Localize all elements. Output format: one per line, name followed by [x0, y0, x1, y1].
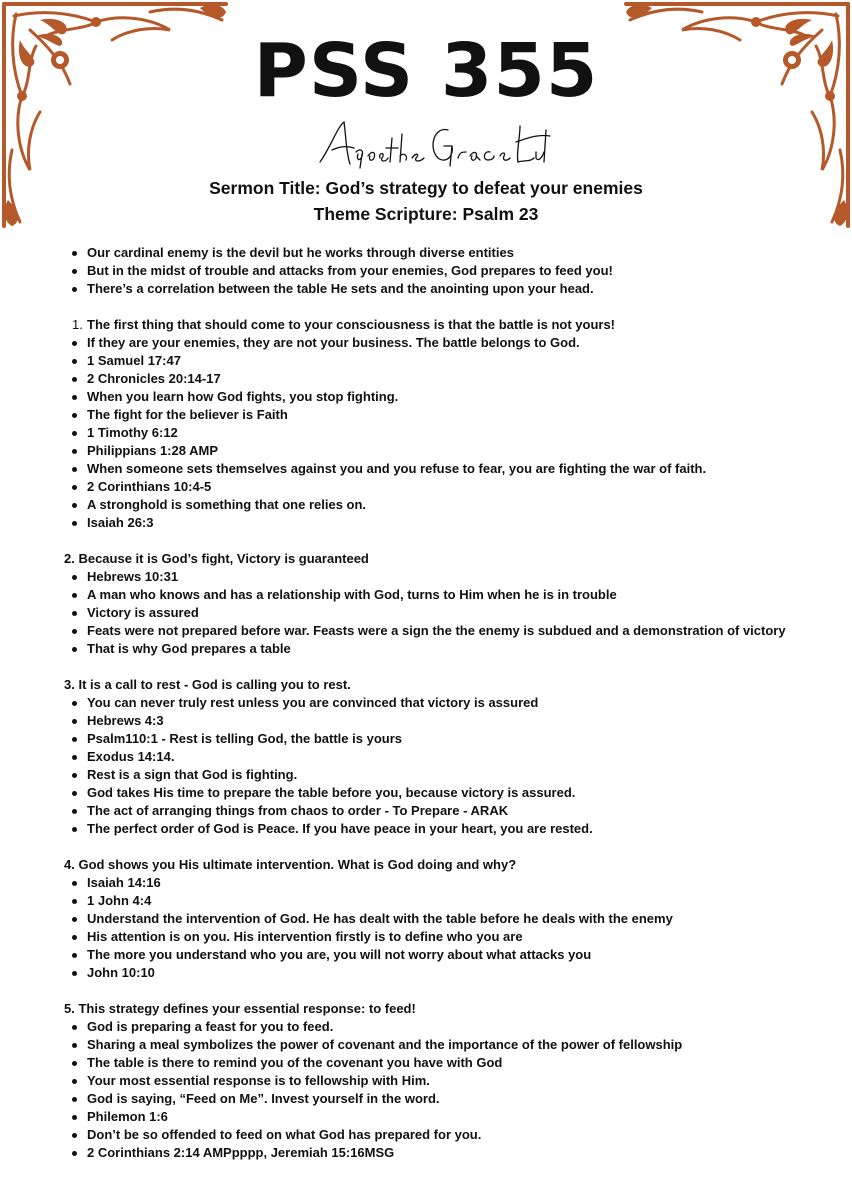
list-item: That is why God prepares a table: [64, 640, 788, 658]
list-item: When you learn how God fights, you stop fighting.: [64, 388, 788, 406]
list-item: Feats were not prepared before war. Feasts were a sign the the enemy is subdued and a demonstration of victory: [64, 622, 788, 640]
list-item: Isaiah 26:3: [64, 514, 788, 532]
section-3-heading: 3. It is a call to rest - God is calling you to rest.: [64, 677, 351, 692]
list-item: Our cardinal enemy is the devil but he works through diverse entities: [64, 244, 788, 262]
list-item: 2 Chronicles 20:14-17: [64, 370, 788, 388]
list-item: John 10:10: [64, 964, 788, 982]
list-item: Hebrews 4:3: [64, 712, 788, 730]
list-item: When someone sets themselves against you and you refuse to fear, you are fighting the war of faith.: [64, 460, 788, 478]
list-item: 1 Samuel 17:47: [64, 352, 788, 370]
page-title: PSS 355: [253, 28, 599, 114]
list-item: 1 John 4:4: [64, 892, 788, 910]
list-item: 2 Corinthians 2:14 AMPpppp, Jeremiah 15:16MSG: [64, 1144, 788, 1162]
list-item: 1 Timothy 6:12: [64, 424, 788, 442]
section-5-list: [64, 1018, 788, 1162]
section-1-list: [64, 334, 788, 532]
section-4-heading: 4. God shows you His ultimate intervention. What is God doing and why?: [64, 857, 517, 872]
sermon-title: Sermon Title: God’s strategy to defeat your enemies: [209, 178, 643, 198]
list-item: If they are your enemies, they are not your business. The battle belongs to God.: [64, 334, 788, 352]
list-item: Rest is a sign that God is fighting.: [64, 766, 788, 784]
section-2-heading: 2. Because it is God’s fight, Victory is guaranteed: [64, 551, 369, 566]
list-item: God is saying, “Feed on Me”. Invest yourself in the word.: [64, 1090, 788, 1108]
list-item: There’s a correlation between the table He sets and the anointing upon your head.: [64, 280, 788, 298]
list-item: Psalm110:1 - Rest is telling God, the battle is yours: [64, 730, 788, 748]
list-item: Victory is assured: [64, 604, 788, 622]
list-item: Hebrews 10:31: [64, 568, 788, 586]
list-item: Your most essential response is to fellowship with Him.: [64, 1072, 788, 1090]
list-item: Exodus 14:14.: [64, 748, 788, 766]
list-item: A stronghold is something that one relies on.: [64, 496, 788, 514]
signature: [316, 118, 552, 170]
list-item: Sharing a meal symbolizes the power of covenant and the importance of the power of fellowship: [64, 1036, 788, 1054]
list-item: Don’t be so offended to feed on what God has prepared for you.: [64, 1126, 788, 1144]
list-item: The fight for the believer is Faith: [64, 406, 788, 424]
list-item: Isaiah 14:16: [64, 874, 788, 892]
list-item: The act of arranging things from chaos to order - To Prepare - ARAK: [64, 802, 788, 820]
section-3-list: [64, 694, 788, 838]
list-item: Philemon 1:6: [64, 1108, 788, 1126]
section-1-heading: [64, 316, 788, 334]
list-item: But in the midst of trouble and attacks from your enemies, God prepares to feed you!: [64, 262, 788, 280]
list-item: God takes His time to prepare the table before you, because victory is assured.: [64, 784, 788, 802]
section-5-heading: 5. This strategy defines your essential response: to feed!: [64, 1001, 416, 1016]
list-item: A man who knows and has a relationship with God, turns to Him when he is in trouble: [64, 586, 788, 604]
section-1-heading-text: The first thing that should come to your consciousness is that the battle is not yours!: [87, 317, 615, 332]
list-item: 2 Corinthians 10:4-5: [64, 478, 788, 496]
list-item: The perfect order of God is Peace. If you have peace in your heart, you are rested.: [64, 820, 788, 838]
list-item: God is preparing a feast for you to feed.: [64, 1018, 788, 1036]
sermon-notes: [64, 244, 788, 1162]
list-item: The more you understand who you are, you will not worry about what attacks you: [64, 946, 788, 964]
section-4-list: [64, 874, 788, 982]
intro-list: [64, 244, 788, 298]
theme-scripture: Theme Scripture: Psalm 23: [313, 204, 539, 224]
list-item: His attention is on you. His intervention firstly is to define who you are: [64, 928, 788, 946]
list-item: Philippians 1:28 AMP: [64, 442, 788, 460]
section-2-list: [64, 568, 788, 658]
list-item: You can never truly rest unless you are convinced that victory is assured: [64, 694, 788, 712]
list-item: The table is there to remind you of the covenant you have with God: [64, 1054, 788, 1072]
section-1-number: 1.: [72, 317, 83, 332]
list-item: Understand the intervention of God. He has dealt with the table before he deals with the enemy: [64, 910, 788, 928]
